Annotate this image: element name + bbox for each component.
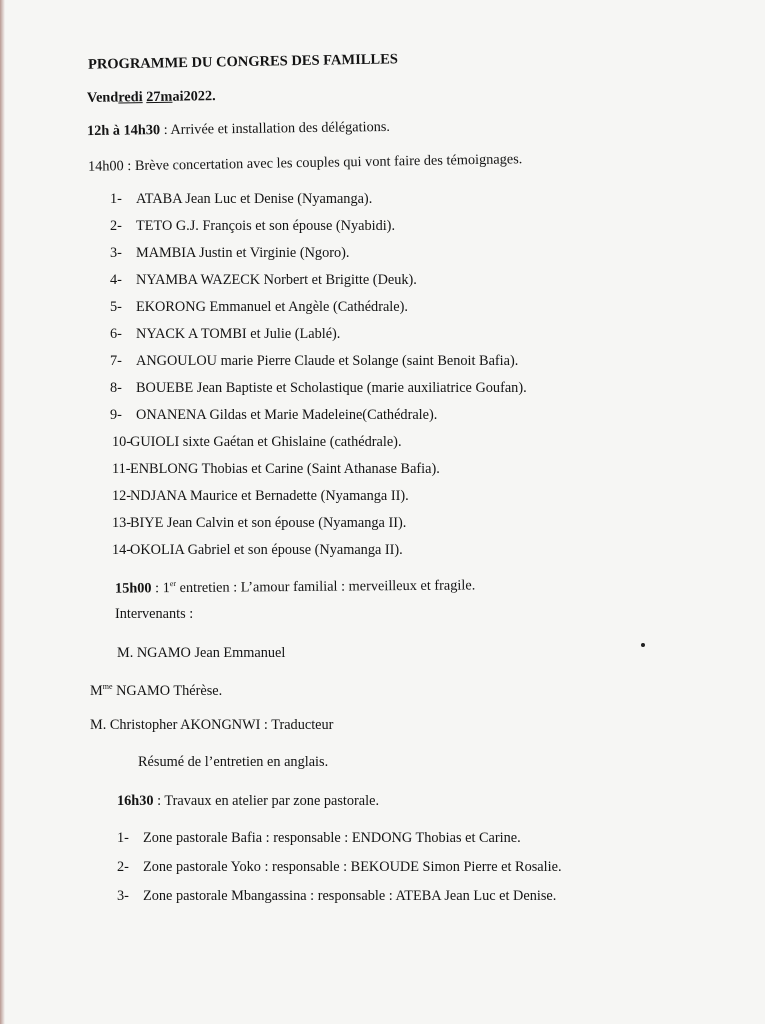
session-2-text: : Travaux en atelier par zone pastorale. bbox=[153, 793, 380, 809]
zone-item bbox=[117, 830, 521, 847]
couple-item bbox=[110, 191, 372, 208]
session-2 bbox=[117, 793, 379, 810]
date-part-4: 27m bbox=[146, 88, 173, 106]
couple-number: 1- bbox=[110, 191, 122, 207]
session-1-text: entretien : L’amour familial : merveilleux et fragile. bbox=[175, 577, 476, 597]
couple-text: BOUEBE Jean Baptiste et Scholastique (marie auxiliatrice Goufan). bbox=[136, 380, 527, 396]
zone-number: 2- bbox=[117, 859, 129, 875]
session-1-ordinal: 1 bbox=[162, 580, 170, 597]
couple-number: 10- bbox=[112, 434, 132, 450]
couple-text: NYACK A TOMBI et Julie (Lablé). bbox=[136, 326, 341, 342]
couple-item bbox=[110, 326, 340, 343]
couple-item bbox=[112, 542, 403, 559]
couple-text: ATABA Jean Luc et Denise (Nyamanga). bbox=[136, 191, 373, 207]
couple-item bbox=[112, 434, 402, 451]
zone-text: Zone pastorale Bafia : responsable : ENDONG Thobias et Carine. bbox=[143, 830, 521, 846]
zone-number: 3- bbox=[117, 888, 129, 904]
speaker-3: M. Christopher AKONGNWI : Traducteur bbox=[90, 717, 334, 733]
session-2-time: 16h30 bbox=[117, 793, 154, 809]
schedule-arrival bbox=[87, 119, 390, 140]
couple-item bbox=[110, 245, 349, 262]
couple-text: MAMBIA Justin et Virginie (Ngoro). bbox=[136, 245, 350, 261]
couple-text: ENBLONG Thobias et Carine (Saint Athanase Bafia). bbox=[130, 461, 440, 477]
session-1-separator: : bbox=[151, 580, 163, 597]
couple-text: OKOLIA Gabriel et son épouse (Nyamanga II). bbox=[130, 542, 403, 558]
couple-text: ANGOULOU marie Pierre Claude et Solange (saint Benoit Bafia). bbox=[136, 353, 519, 369]
couple-number: 3- bbox=[110, 245, 122, 261]
couple-number: 5- bbox=[110, 299, 122, 315]
couple-number: 8- bbox=[110, 380, 122, 396]
couple-number: 6- bbox=[110, 326, 122, 342]
couple-text: NDJANA Maurice et Bernadette (Nyamanga II). bbox=[130, 488, 409, 504]
couple-item bbox=[112, 515, 406, 532]
speaker-2 bbox=[90, 682, 222, 700]
couple-number: 7- bbox=[110, 353, 122, 369]
couple-number: 2- bbox=[110, 218, 122, 234]
document-title: PROGRAMME DU CONGRES DES FAMILLES bbox=[87, 51, 398, 73]
couple-text: EKORONG Emmanuel et Angèle (Cathédrale). bbox=[136, 299, 408, 315]
date-part-5: ai2022. bbox=[172, 88, 216, 105]
couple-item bbox=[110, 218, 395, 235]
couple-text: ONANENA Gildas et Marie Madeleine(Cathédrale). bbox=[136, 407, 438, 423]
couple-number: 13- bbox=[112, 515, 132, 531]
speaker-2-sup: me bbox=[102, 682, 113, 691]
zone-text: Zone pastorale Yoko : responsable : BEKOUDE Simon Pierre et Rosalie. bbox=[143, 859, 562, 875]
speaker-2-name: NGAMO Thérèse. bbox=[112, 683, 223, 699]
couple-text: TETO G.J. François et son épouse (Nyabidi). bbox=[136, 218, 396, 234]
zone-number: 1- bbox=[117, 830, 129, 846]
couple-number: 4- bbox=[110, 272, 122, 288]
speaker-1: M. NGAMO Jean Emmanuel bbox=[117, 645, 286, 661]
couple-number: 9- bbox=[110, 407, 122, 423]
couple-text: BIYE Jean Calvin et son épouse (Nyamanga II). bbox=[130, 515, 407, 531]
date-part-1: Vend bbox=[86, 89, 119, 106]
speaker-2-prefix: M bbox=[90, 683, 103, 699]
couple-number: 11- bbox=[112, 461, 131, 477]
couple-item bbox=[112, 461, 440, 478]
document-date bbox=[87, 88, 216, 107]
zone-text: Zone pastorale Mbangassina : responsable : ATEBA Jean Luc et Denise. bbox=[143, 888, 557, 904]
schedule-arrival-time: 12h à 14h30 bbox=[86, 122, 161, 140]
zone-item bbox=[117, 859, 562, 876]
couple-item bbox=[110, 272, 417, 289]
couple-item bbox=[110, 353, 518, 370]
ink-speck bbox=[641, 643, 645, 647]
intervenants-label: Intervenants : bbox=[115, 606, 194, 622]
session-1-time: 15h00 bbox=[114, 580, 152, 597]
couple-text: GUIOLI sixte Gaétan et Ghislaine (cathédrale). bbox=[130, 434, 402, 450]
zone-item bbox=[117, 888, 556, 905]
summary-note: Résumé de l’entretien en anglais. bbox=[138, 754, 329, 770]
date-part-2: redi bbox=[118, 89, 143, 106]
couple-item bbox=[110, 299, 408, 316]
couple-item bbox=[112, 488, 409, 505]
schedule-concertation bbox=[88, 151, 523, 176]
schedule-arrival-text: : Arrivée et installation des délégations. bbox=[159, 118, 391, 139]
schedule-concertation-time: 14h00 bbox=[87, 158, 124, 175]
session-1-ordinal-sup: er bbox=[169, 579, 177, 589]
couple-number: 12- bbox=[112, 488, 132, 504]
couple-number: 14- bbox=[112, 542, 132, 558]
session-1 bbox=[115, 576, 475, 597]
couple-item bbox=[110, 380, 527, 397]
schedule-concertation-text: : Brève concertation avec les couples qui vont faire des témoignages. bbox=[123, 151, 523, 175]
couple-item bbox=[110, 407, 437, 424]
couple-text: NYAMBA WAZECK Norbert et Brigitte (Deuk). bbox=[136, 272, 417, 288]
